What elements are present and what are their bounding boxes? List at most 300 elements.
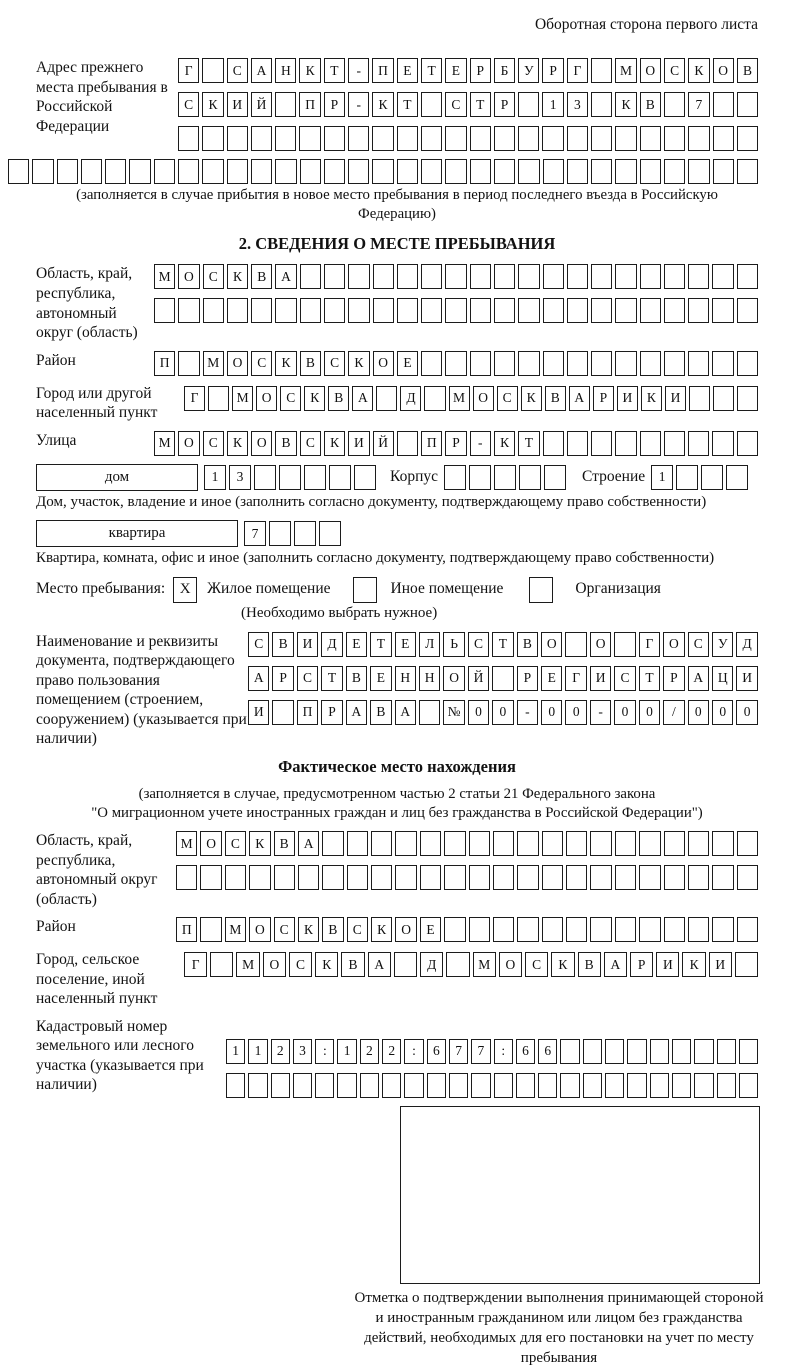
form-cell [178,126,199,151]
form-cell [672,1073,691,1098]
form-cell [337,1073,356,1098]
form-cell [200,917,221,942]
form-cell [713,386,734,411]
form-cell [254,465,276,490]
form-cell [591,298,612,323]
form-cell: О [249,917,270,942]
form-cell: С [274,917,295,942]
form-cell [615,126,636,151]
form-cell [300,264,321,289]
form-cell [713,159,734,184]
house-block [36,464,758,491]
form-cell: В [275,431,296,456]
actual-region-block [36,831,758,909]
form-cell [294,521,316,546]
form-cell: С [300,431,321,456]
form-cell [591,159,612,184]
form-cell [566,831,587,856]
form-cell: К [521,386,542,411]
form-cell: М [449,386,470,411]
form-cell [542,831,563,856]
form-cell [639,865,660,890]
form-cell: А [251,58,272,83]
form-cell: 7 [688,92,709,117]
form-cell: К [371,917,392,942]
apartment-box-label: квартира [36,520,238,547]
stay-option-other-checkbox [353,577,377,603]
form-cell: О [590,632,611,657]
form-cell [348,159,369,184]
form-cell: С [225,831,246,856]
form-cell: У [518,58,539,83]
form-cell [688,264,709,289]
form-cell [272,700,293,725]
apartment-note: Квартира, комната, офис и иное (заполнить согласно документу, подтверждающему право собственности) [36,550,715,567]
street-label: Улица [36,431,77,449]
form-cell [688,865,709,890]
form-cell [519,465,541,490]
form-cell: - [590,700,611,725]
form-cell [494,351,515,376]
actual-region-row-1 [176,831,758,856]
form-cell [712,431,733,456]
form-cell: : [494,1039,513,1064]
form-cell [444,917,465,942]
form-cell: Е [370,666,391,691]
form-cell: Т [492,632,513,657]
prev-address-row-4 [8,159,758,184]
house-cells [204,465,376,490]
form-cell: К [202,92,223,117]
form-cell: А [346,700,367,725]
form-cell [445,298,466,323]
form-cell: С [347,917,368,942]
document-row-1 [248,632,758,657]
form-cell: 2 [382,1039,401,1064]
korpus-cells [444,465,566,490]
form-cell: Н [275,58,296,83]
form-cell [583,1073,602,1098]
form-cell [516,1073,535,1098]
form-cell [737,126,758,151]
form-cell: М [203,351,224,376]
form-cell [395,831,416,856]
form-cell [542,865,563,890]
form-cell: С [203,264,224,289]
form-cell: 1 [651,465,673,490]
form-cell: И [736,666,757,691]
form-cell: К [494,431,515,456]
form-cell [664,865,685,890]
form-cell: С [497,386,518,411]
form-cell [591,264,612,289]
form-cell [348,264,369,289]
form-cell [701,465,723,490]
form-cell [354,465,376,490]
page-corner-note: Оборотная сторона первого листа [534,16,758,33]
form-cell [129,159,150,184]
form-cell: О [263,952,286,977]
form-cell: С [688,632,709,657]
form-cell: И [227,92,248,117]
form-cell [178,298,199,323]
form-cell [517,865,538,890]
korpus-label: Корпус [390,467,438,485]
region-block [36,264,758,342]
document-row-2 [248,666,758,691]
form-cell: С [324,351,345,376]
prev-address-grid-col [178,58,758,151]
form-cell: О [251,431,272,456]
form-cell [566,865,587,890]
form-cell: В [370,700,391,725]
region-row-1 [154,264,758,289]
form-cell [567,264,588,289]
form-cell [445,159,466,184]
form-cell: 1 [337,1039,356,1064]
form-cell [397,264,418,289]
form-cell: Т [321,666,342,691]
form-cell [348,298,369,323]
form-cell [424,386,445,411]
city-label: Город или другой населенный пункт [36,384,158,422]
document-block [36,632,758,749]
form-cell: И [656,952,679,977]
form-cell [739,1073,758,1098]
form-cell [717,1039,736,1064]
form-cell: 3 [229,465,251,490]
form-cell [713,92,734,117]
form-cell [394,952,417,977]
form-cell [279,465,301,490]
form-cell: М [176,831,197,856]
actual-district-row [176,917,758,942]
form-cell [227,126,248,151]
form-cell: Е [420,917,441,942]
form-cell: К [551,952,574,977]
form-cell [615,431,636,456]
form-cell: С [280,386,301,411]
form-cell [449,1073,468,1098]
form-cell [737,386,758,411]
form-cell [591,351,612,376]
stay-option-residential-checkbox: X [173,577,197,603]
form-cell [694,1039,713,1064]
form-cell [493,865,514,890]
form-cell: С [445,92,466,117]
form-cell [583,1039,602,1064]
actual-region-label: Область, край, республика, автономный округ (область) [36,832,158,908]
form-cell [567,298,588,323]
form-cell: 0 [468,700,489,725]
form-cell [371,865,392,890]
actual-location-title: Фактическое место нахождения [278,756,516,776]
form-cell: М [473,952,496,977]
form-cell [329,465,351,490]
form-cell [543,159,564,184]
form-cell [299,126,320,151]
form-cell: 6 [427,1039,446,1064]
form-cell [494,298,515,323]
form-cell [444,865,465,890]
form-cell: А [688,666,709,691]
form-cell [712,865,733,890]
stroenie-cells [651,465,748,490]
form-cell [275,159,296,184]
form-cell [664,126,685,151]
form-cell [726,465,748,490]
form-cell [567,126,588,151]
form-cell: Г [184,386,205,411]
form-cell [469,831,490,856]
form-cell [615,159,636,184]
form-cell: Р [321,700,342,725]
form-cell: У [712,632,733,657]
form-cell [590,831,611,856]
cadastre-block [36,1017,758,1098]
prev-address-row-2 [178,92,758,117]
form-cell [494,264,515,289]
actual-location-note-2: "О миграционном учете иностранных граждан и лиц без гражданства в Российской Федерации") [91,804,703,821]
form-cell [304,465,326,490]
form-cell [543,298,564,323]
form-cell [694,1073,713,1098]
form-cell: И [617,386,638,411]
form-cell: А [248,666,269,691]
form-cell [373,298,394,323]
form-cell [639,917,660,942]
form-cell: В [517,632,538,657]
form-cell: О [373,351,394,376]
form-cell [712,351,733,376]
form-cell [494,159,515,184]
form-cell: С [297,666,318,691]
form-cell [591,126,612,151]
form-cell [538,1073,557,1098]
form-cell: / [663,700,684,725]
form-cell [664,298,685,323]
form-cell: П [154,351,175,376]
form-cell [717,1073,736,1098]
form-cell [444,465,466,490]
city-block [36,384,758,423]
form-cell [324,298,345,323]
stay-option-residential-label: Жилое помещение [207,580,331,598]
form-cell [372,159,393,184]
form-cell [737,865,758,890]
apartment-block [36,520,758,547]
form-cell: - [348,58,369,83]
confirmation-stamp-note: Отметка о подтверждении выполнения принимающей стороной и иностранным гражданином или лицом без гражданства действий, необходимых для его постановки на учет по месту пребывания [354,1289,764,1367]
form-cell [347,865,368,890]
form-cell [664,831,685,856]
form-cell: Н [419,666,440,691]
form-cell [712,917,733,942]
form-cell [445,126,466,151]
form-cell [469,465,491,490]
form-cell [470,126,491,151]
form-cell [324,159,345,184]
form-cell: 0 [639,700,660,725]
form-cell [373,264,394,289]
form-cell [249,865,270,890]
form-cell [591,58,612,83]
form-cell: О [227,351,248,376]
stay-option-other-label: Иное помещение [390,580,504,598]
form-cell: 0 [565,700,586,725]
form-cell [640,264,661,289]
form-cell: Е [541,666,562,691]
form-cell [427,1073,446,1098]
form-cell: - [517,700,538,725]
region-label: Область, край, республика, автономный округ (область) [36,265,138,342]
form-cell [518,264,539,289]
form-cell [404,1073,423,1098]
form-cell: К [688,58,709,83]
form-cell: М [615,58,636,83]
form-cell [494,465,516,490]
form-cell [397,298,418,323]
form-cell [518,126,539,151]
form-cell [202,159,223,184]
form-cell: Р [272,666,293,691]
form-cell [210,952,233,977]
form-cell: К [227,264,248,289]
form-cell [688,431,709,456]
house-box-label: дом [36,464,198,491]
stay-option-organization-label: Организация [575,580,661,598]
form-cell [421,351,442,376]
form-cell [518,159,539,184]
form-cell: 0 [492,700,513,725]
prev-address-block [36,58,758,151]
form-cell [446,952,469,977]
form-cell [518,298,539,323]
form-cell: И [590,666,611,691]
form-cell [202,58,223,83]
form-cell: А [604,952,627,977]
form-cell [737,264,758,289]
form-cell: 7 [449,1039,468,1064]
form-cell: 1 [248,1039,267,1064]
form-cell [615,917,636,942]
form-cell: 2 [271,1039,290,1064]
form-cell: Г [184,952,207,977]
form-cell [672,1039,691,1064]
actual-city-label: Город, сельское поселение, иной населенный пункт [36,951,158,1008]
stay-choose-note: (Необходимо выбрать нужное) [241,604,438,621]
form-cell: Т [370,632,391,657]
form-cell: Н [395,666,416,691]
form-cell [322,831,343,856]
form-cell: И [665,386,686,411]
form-cell [275,92,296,117]
form-cell [470,298,491,323]
form-cell [226,1073,245,1098]
form-cell: В [346,666,367,691]
form-cell: К [641,386,662,411]
form-cell [57,159,78,184]
form-cell: И [248,700,269,725]
form-cell [421,126,442,151]
form-cell: К [315,952,338,977]
prev-address-row-3 [178,126,758,151]
form-cell [8,159,29,184]
form-cell [605,1073,624,1098]
form-cell: М [232,386,253,411]
form-cell [275,126,296,151]
document-row-3 [248,700,758,725]
form-cell [271,1073,290,1098]
form-cell [202,126,223,151]
form-cell [567,431,588,456]
form-cell: К [227,431,248,456]
form-cell: О [499,952,522,977]
form-cell: С [248,632,269,657]
form-cell [348,126,369,151]
form-cell: Е [346,632,367,657]
form-cell [688,917,709,942]
form-cell: А [395,700,416,725]
form-cell: П [297,700,318,725]
apartment-cells [244,521,341,546]
form-cell [639,831,660,856]
form-cell [445,351,466,376]
form-cell [420,831,441,856]
form-cell [372,126,393,151]
form-cell: Е [397,351,418,376]
form-cell [470,264,491,289]
form-cell: С [468,632,489,657]
form-cell: А [275,264,296,289]
form-cell [737,831,758,856]
form-cell [688,126,709,151]
form-cell: И [348,431,369,456]
form-cell: Р [445,431,466,456]
form-cell [176,865,197,890]
form-cell [737,159,758,184]
form-cell [544,465,566,490]
prev-address-note: (заполняется в случае прибытия в новое место пребывания в период последнего въезда в Российскую Федерацию) [76,187,718,223]
form-cell [627,1039,646,1064]
form-cell: Т [470,92,491,117]
form-cell [560,1073,579,1098]
form-cell: К [298,917,319,942]
form-cell: М [236,952,259,977]
form-cell [470,159,491,184]
form-cell: О [663,632,684,657]
form-cell: С [251,351,272,376]
form-cell [640,431,661,456]
section2-title: 2. СВЕДЕНИЯ О МЕСТЕ ПРЕБЫВАНИЯ [238,234,556,254]
form-cell [494,126,515,151]
form-cell [347,831,368,856]
district-block [36,351,758,376]
form-cell [200,865,221,890]
form-cell [248,1073,267,1098]
form-cell: О [443,666,464,691]
form-cell [492,666,513,691]
form-cell [227,159,248,184]
form-cell: Г [567,58,588,83]
form-cell: Т [639,666,660,691]
form-cell: 1 [542,92,563,117]
form-cell [469,865,490,890]
form-cell [421,92,442,117]
form-cell: К [324,431,345,456]
form-cell [154,159,175,184]
form-cell [712,831,733,856]
